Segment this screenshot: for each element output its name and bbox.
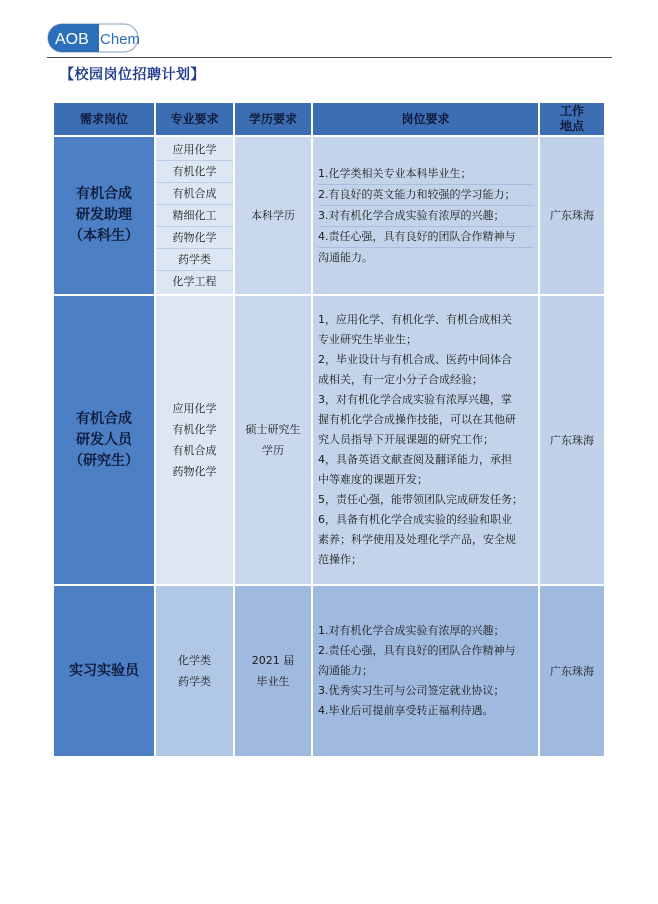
- requirement-line: 素养；科学使用及处理化学产品，安全规: [318, 533, 516, 546]
- requirement-line: 6，具备有机化学合成实验的经验和职业: [318, 513, 512, 526]
- header-major: 专业要求: [156, 103, 233, 135]
- role-cell: [54, 137, 154, 294]
- role-line: 有机合成: [76, 410, 132, 427]
- role-line: （本科生）: [69, 228, 139, 244]
- role-line: 研发助理: [76, 207, 132, 223]
- location-cell: 广东珠海: [540, 137, 604, 294]
- requirement-line: 沟通能力。: [318, 250, 373, 264]
- table-row: [54, 586, 604, 756]
- company-logo: [47, 23, 139, 53]
- requirements-cell: [313, 137, 538, 294]
- requirement-line: 4，具备英语文献查阅及翻译能力，承担: [318, 453, 512, 466]
- education-line: 学历: [262, 444, 284, 457]
- section-title: 【校园岗位招聘计划】: [60, 67, 205, 83]
- header-divider: [47, 57, 612, 58]
- header-role: 需求岗位: [54, 103, 154, 135]
- education-line: 硕士研究生: [245, 423, 301, 436]
- major-item: 药学类: [156, 249, 233, 271]
- major-item: 有机合成: [172, 444, 217, 457]
- requirement-line: 4.毕业后可提前享受转正福利待遇。: [318, 704, 494, 717]
- location-cell: 广东珠海: [540, 296, 604, 584]
- major-cell: [156, 137, 233, 294]
- major-item: 有机化学: [156, 161, 233, 183]
- role-cell: [54, 296, 154, 584]
- requirement-line: 1.化学类相关专业本科毕业生；: [318, 164, 534, 185]
- major-item: 化学工程: [172, 275, 217, 288]
- header-location-line: 地点: [559, 119, 584, 133]
- education-cell: [235, 586, 311, 756]
- education-cell: [235, 296, 311, 584]
- education-line: 本科学历: [251, 209, 295, 222]
- header-requirements: 岗位要求: [313, 103, 538, 135]
- major-item: 有机合成: [156, 183, 233, 205]
- requirement-line: 专业研究生毕业生；: [318, 333, 417, 346]
- major-item: 药学类: [178, 675, 211, 688]
- requirement-line: 3.优秀实习生可与公司签定就业协议；: [318, 684, 505, 697]
- major-item: 药物化学: [156, 227, 233, 249]
- education-cell: [235, 137, 311, 294]
- header-location-line: 工作: [559, 104, 584, 118]
- requirement-line: 中等难度的课题开发；: [318, 473, 428, 486]
- requirement-line: 3.对有机化学合成实验有浓厚的兴趣；: [318, 206, 534, 227]
- header-education: 学历要求: [235, 103, 311, 135]
- requirement-line: 3，对有机化学合成实验有浓厚兴趣，掌: [318, 393, 512, 406]
- role-cell: [54, 586, 154, 756]
- requirement-line: 5，责任心强，能带领团队完成研发任务；: [318, 493, 523, 506]
- logo-text-chem: Chem: [100, 31, 139, 48]
- role-line: 有机合成: [76, 186, 132, 202]
- requirement-line: 4.责任心强，具有良好的团队合作精神与: [318, 227, 534, 248]
- major-cell: [156, 296, 233, 584]
- major-item: 药物化学: [172, 465, 217, 478]
- requirement-line: 1，应用化学、有机化学、有机合成相关: [318, 313, 512, 326]
- requirement-line: 2.有良好的英文能力和较强的学习能力；: [318, 185, 534, 206]
- requirements-cell: [313, 296, 538, 584]
- requirement-line: 沟通能力；: [318, 664, 373, 677]
- location-cell: 广东珠海: [540, 586, 604, 756]
- requirement-line: 1.对有机化学合成实验有浓厚的兴趣；: [318, 624, 505, 637]
- header-location: [540, 103, 604, 135]
- major-cell: [156, 586, 233, 756]
- requirement-line: 范操作；: [318, 553, 362, 566]
- requirement-line: 2，毕业设计与有机合成、医药中间体合: [318, 353, 512, 366]
- major-item: 应用化学: [156, 139, 233, 161]
- role-line: 研发人员: [76, 431, 132, 448]
- major-item: 化学类: [178, 654, 211, 667]
- table-row: [54, 137, 604, 294]
- requirement-line: 2.责任心强，具有良好的团队合作精神与: [318, 644, 516, 657]
- role-line: 实习实验员: [69, 662, 139, 679]
- major-item: 有机化学: [172, 423, 217, 436]
- table-row: [54, 296, 604, 584]
- education-line: 2021 届: [251, 654, 295, 667]
- table-header-row: [54, 103, 604, 135]
- education-line: 毕业生: [256, 675, 290, 688]
- requirement-line: 成相关，有一定小分子合成经验；: [318, 373, 483, 386]
- major-item: 精细化工: [156, 205, 233, 227]
- requirements-cell: [313, 586, 538, 756]
- role-line: （研究生）: [69, 452, 139, 469]
- recruitment-table: [52, 101, 606, 758]
- logo-text-aob: AOB: [55, 31, 89, 48]
- requirement-line: 握有机化学合成操作技能，可以在其他研: [318, 413, 516, 426]
- major-item: 应用化学: [172, 402, 217, 415]
- requirement-line: 究人员指导下开展课题的研究工作；: [318, 433, 494, 446]
